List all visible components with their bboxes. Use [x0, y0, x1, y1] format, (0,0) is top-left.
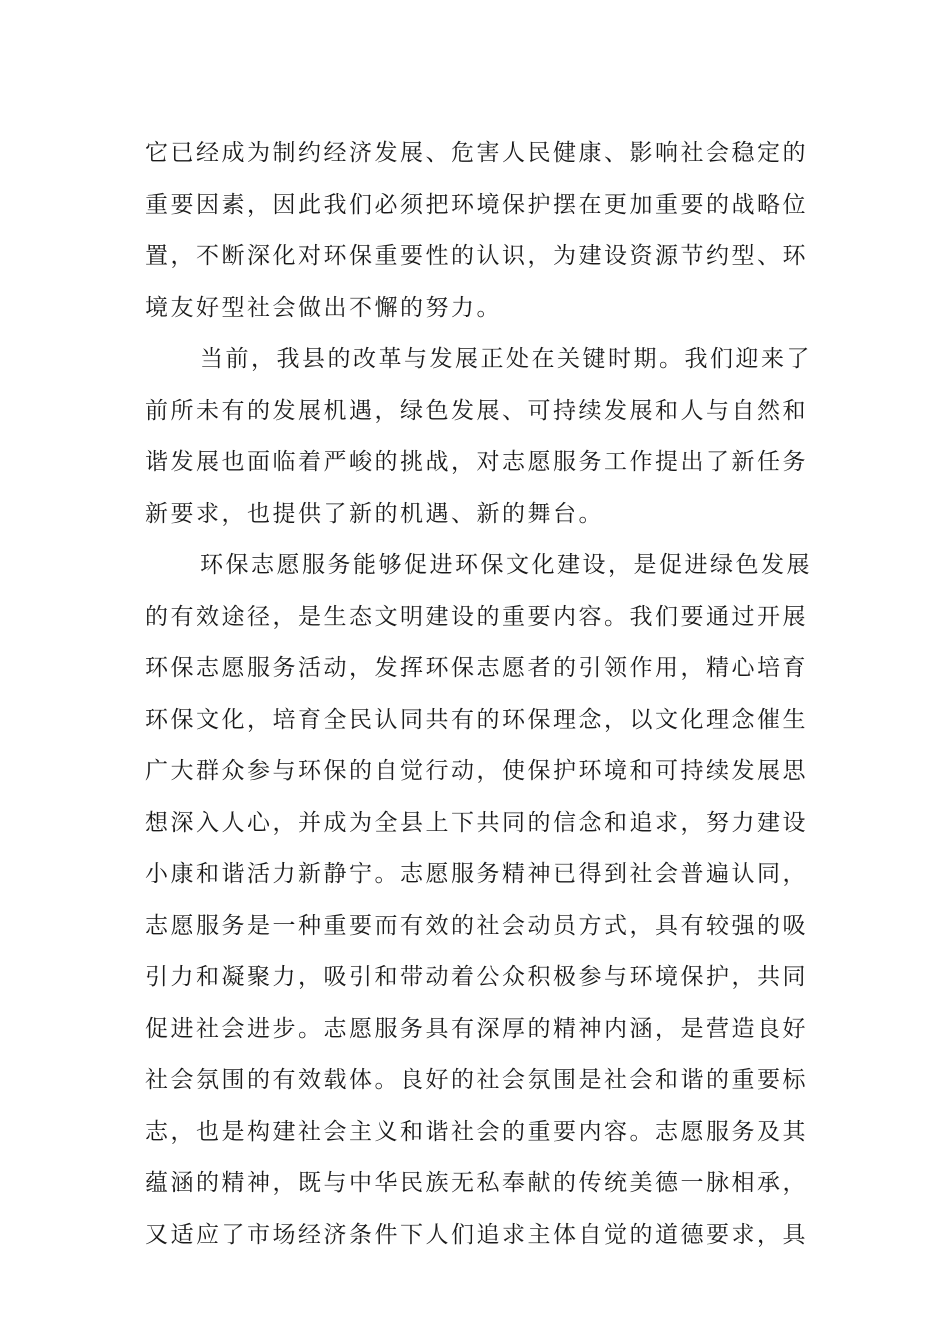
- paragraph-2-line-2: 前所未有的发展机遇，绿色发展、可持续发展和人与自然和: [145, 397, 808, 424]
- paragraph-3-line-9: 引力和凝聚力，吸引和带动着公众积极参与环境保护，共同: [145, 964, 808, 990]
- paragraph-3-line-13: 蕴涵的精神，既与中华民族无私奉献的传统美德一脉相承，: [145, 1170, 808, 1196]
- paragraph-3-line-4: 环保文化，培育全民认同共有的环保理念，以文化理念催生: [145, 706, 808, 733]
- paragraph-1-line-3: 置，不断深化对环保重要性的认识，为建设资源节约型、环: [145, 243, 808, 269]
- paragraph-3-line-10: 促进社会进步。志愿服务具有深厚的精神内涵，是营造良好: [145, 1015, 808, 1042]
- paragraph-2-line-1: 当前，我县的改革与发展正处在关键时期。我们迎来了: [200, 346, 812, 372]
- document-body: [145, 128, 812, 1261]
- paragraph-1-line-4: 境友好型社会做出不懈的努力。: [145, 294, 502, 321]
- paragraph-2-line-4: 新要求，也提供了新的机遇、新的舞台。: [145, 500, 604, 527]
- paragraph-3-line-5: 广大群众参与环保的自觉行动，使保护环境和可持续发展思: [145, 758, 808, 784]
- paragraph-3-line-7: 小康和谐活力新静宁。志愿服务精神已得到社会普遍认同，: [145, 861, 808, 887]
- paragraph-3-line-3: 环保志愿服务活动，发挥环保志愿者的引领作用，精心培育: [145, 655, 808, 681]
- paragraph-1-line-1: 它已经成为制约经济发展、危害人民健康、影响社会稳定的: [145, 140, 808, 166]
- paragraph-3-line-14: 又适应了市场经济条件下人们追求主体自觉的道德要求，具: [145, 1221, 808, 1248]
- paragraph-2-line-3: 谐发展也面临着严峻的挑战，对志愿服务工作提出了新任务: [145, 449, 808, 475]
- paragraph-3-line-11: 社会氛围的有效载体。良好的社会氛围是社会和谐的重要标: [145, 1067, 808, 1093]
- paragraph-3-line-8: 志愿服务是一种重要而有效的社会动员方式，具有较强的吸: [145, 912, 808, 939]
- paragraph-3-line-2: 的有效途径，是生态文明建设的重要内容。我们要通过开展: [145, 603, 808, 630]
- paragraph-3-line-6: 想深入人心，并成为全县上下共同的信念和追求，努力建设: [145, 809, 808, 836]
- paragraph-3-line-1: 环保志愿服务能够促进环保文化建设，是促进绿色发展: [200, 552, 812, 578]
- paragraph-3-line-12: 志，也是构建社会主义和谐社会的重要内容。志愿服务及其: [145, 1118, 808, 1145]
- paragraph-1-line-2: 重要因素，因此我们必须把环境保护摆在更加重要的战略位: [145, 191, 808, 218]
